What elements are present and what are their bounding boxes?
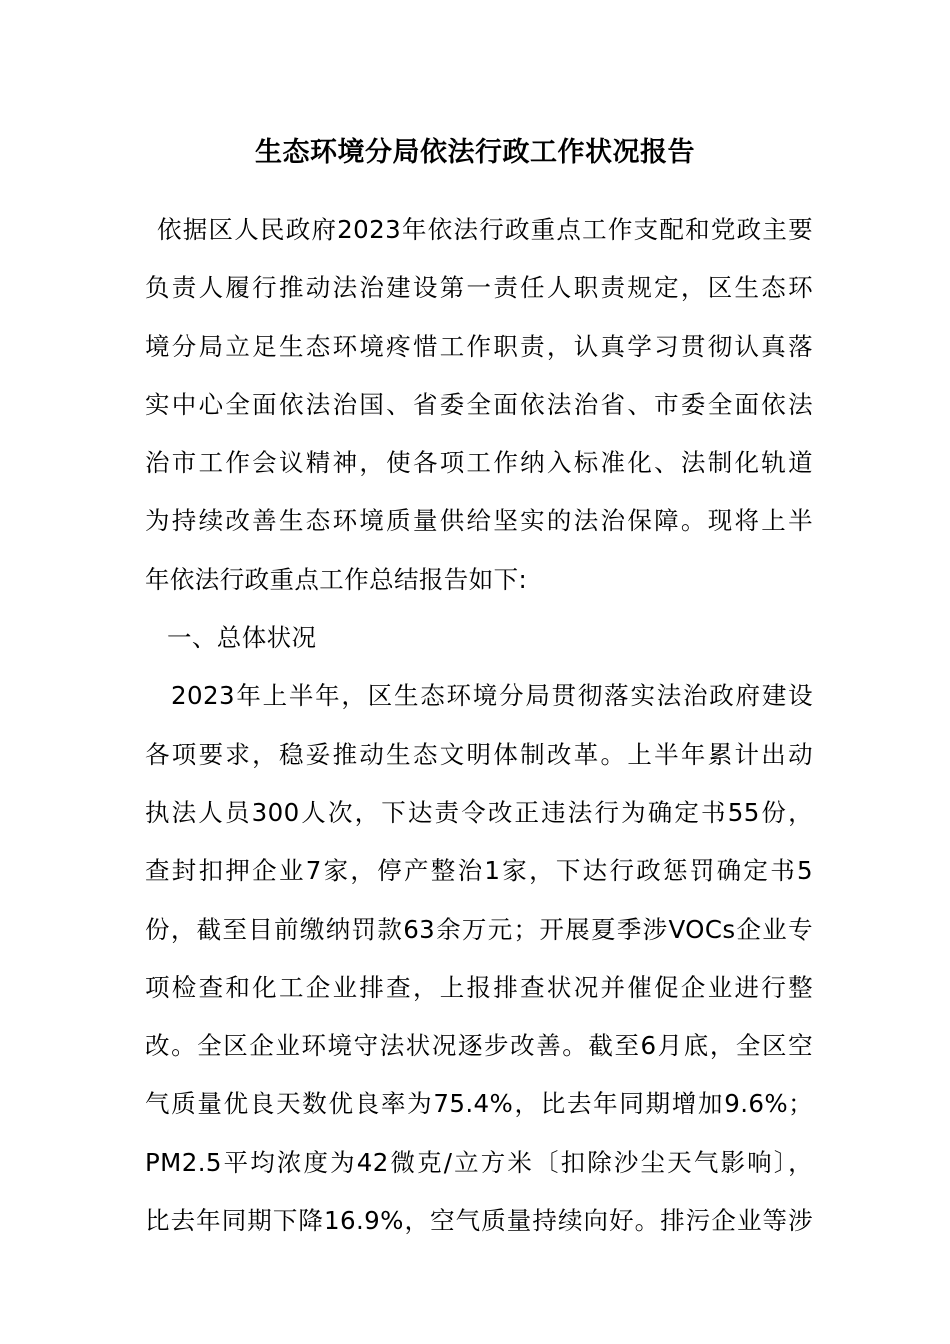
body-line-18: 比去年同期下降16.9%，空气质量持续向好。排污企业等涉	[145, 1206, 813, 1236]
body-line-3: 境分局立足生态环境疼惜工作职责，认真学习贯彻认真落	[145, 331, 813, 361]
body-line-12: 查封扣押企业7家，停产整治1家，下达行政惩罚确定书5	[145, 856, 813, 886]
body-line-7: 年依法行政重点工作总结报告如下:	[145, 564, 528, 594]
body-line-10: 各项要求，稳妥推动生态文明体制改革。上半年累计出动	[145, 739, 813, 769]
body-line-4: 实中心全面依法治国、省委全面依法治省、市委全面依法	[145, 389, 813, 419]
body-line-17: PM2.5平均浓度为42微克/立方米〔扣除沙尘天气影响〕，	[145, 1147, 813, 1177]
body-line-13: 份，截至目前缴纳罚款63余万元；开展夏季涉VOCs企业专	[145, 914, 813, 944]
section-heading-1: 一、总体状况	[167, 623, 317, 653]
body-line-11: 执法人员300人次，下达责令改正违法行为确定书55份，	[145, 797, 813, 827]
body-line-16: 气质量优良天数优良率为75.4%，比去年同期增加9.6%；	[145, 1089, 813, 1119]
body-line-1: 依据区人民政府2023年依法行政重点工作支配和党政主要	[157, 215, 813, 244]
document-title: 生态环境分局依法行政工作状况报告	[255, 137, 695, 168]
body-line-15: 改。全区企业环境守法状况逐步改善。截至6月底，全区空	[145, 1031, 813, 1061]
body-line-2: 负责人履行推动法治建设第一责任人职责规定，区生态环	[145, 273, 813, 303]
document-body	[145, 201, 813, 1250]
body-line-6: 为持续改善生态环境质量供给坚实的法治保障。现将上半	[145, 506, 813, 536]
body-line-9: 2023年上半年，区生态环境分局贯彻落实法治政府建设	[171, 681, 813, 711]
body-line-5: 治市工作会议精神，使各项工作纳入标准化、法制化轨道	[145, 448, 813, 478]
body-line-14: 项检查和化工企业排查，上报排查状况并催促企业进行整	[145, 972, 813, 1002]
